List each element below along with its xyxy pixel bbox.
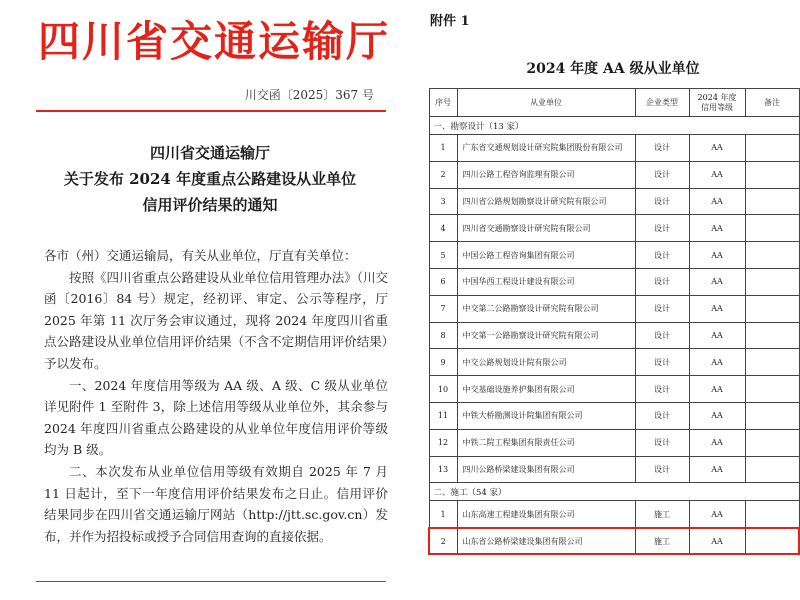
cell-type: 设计 [635,135,689,162]
attachment-page [400,0,800,600]
attachment-label: 附件 1 [430,14,470,29]
header-remark: 备注 [745,89,799,117]
cell-grade: AA [689,135,745,162]
cell-grade: AA [689,456,745,483]
cell-grade: AA [689,188,745,215]
header-grade [689,89,745,117]
cell-no: 6 [429,268,457,295]
table-row [429,429,799,456]
cell-unit: 广东省交通规划设计研究院集团股份有限公司 [457,135,635,162]
cell-type: 施工 [635,528,689,555]
cell-unit: 山东高速工程建设集团有限公司 [457,501,635,528]
section-title: 一、勘察设计（13 家） [429,117,799,135]
table-row [429,349,799,376]
cell-type: 设计 [635,161,689,188]
cell-grade: AA [689,429,745,456]
cell-unit: 四川公路桥梁建设集团有限公司 [457,456,635,483]
cell-type: 设计 [635,349,689,376]
cell-remark [745,215,799,242]
cell-remark [745,322,799,349]
table-row [429,322,799,349]
cell-remark [745,349,799,376]
cell-unit: 中交第一公路勘察设计研究院有限公司 [457,322,635,349]
credit-table [428,88,800,555]
cell-type: 设计 [635,215,689,242]
body-paragraph: 二、本次发布从业单位信用等级有效期自 2025 年 7 月 11 日起计，至下一年度信用评价结果发布之日止。信用评价结果同步在四川省交通运输厅网站（http://jtt.sc.gov.cn）发布，并作为招投标或授予合同信用查询的直接依据。 [44,463,388,544]
cell-remark [745,268,799,295]
cell-no: 7 [429,295,457,322]
agency-title: 四川省交通运输厅 [38,17,391,66]
table-row [429,161,799,188]
header-grade-line: 信用等级 [701,102,733,112]
salutation: 各市（州）交通运输局，有关从业单位，厅直有关单位： [44,248,357,263]
table-row [429,242,799,269]
cell-no: 4 [429,215,457,242]
cell-no: 2 [429,161,457,188]
table-row [429,528,799,555]
table-row [429,376,799,403]
cell-grade: AA [689,242,745,269]
cell-type: 设计 [635,295,689,322]
cell-type: 设计 [635,268,689,295]
cell-type: 设计 [635,188,689,215]
cell-type: 设计 [635,242,689,269]
table-row [429,295,799,322]
cell-unit: 中国公路工程咨询集团有限公司 [457,242,635,269]
header-type: 企业类型 [635,89,689,117]
cell-grade: AA [689,322,745,349]
section-title: 二、施工（54 家） [429,483,799,501]
cell-unit: 四川公路工程咨询监理有限公司 [457,161,635,188]
cell-remark [745,402,799,429]
cell-remark [745,135,799,162]
cell-no: 5 [429,242,457,269]
cell-remark [745,161,799,188]
cell-remark [745,295,799,322]
cell-unit: 山东省公路桥梁建设集团有限公司 [457,528,635,555]
cell-no: 9 [429,349,457,376]
cell-no: 1 [429,501,457,528]
notice-body [44,245,388,547]
header-no: 序号 [429,89,457,117]
body-paragraph: 按照《四川省重点公路建设从业单位信用管理办法》（川交函〔2016〕84 号）规定，经初评、审定、公示等程序，厅 2025 年第 11 次厅务会审议通过，现将 2024 年度四川省重点公路建设从业单位信用评价结果（不含不定期信用评价结果）予以发布。 [44,269,388,371]
header-grade-line: 2024 年度 [697,92,737,102]
cell-no: 3 [429,188,457,215]
cell-grade: AA [689,402,745,429]
cell-remark [745,429,799,456]
attachment-title: 2024 年度 AA 级从业单位 [526,61,700,77]
cell-remark [745,242,799,269]
cell-type: 设计 [635,322,689,349]
document-number: 川交函〔2025〕367 号 [244,88,374,102]
notice-title [40,140,380,218]
notice-title-line: 信用评价结果的通知 [142,196,278,214]
notice-title-line: 关于发布 2024 年度重点公路建设从业单位 [63,170,357,188]
cell-remark [745,188,799,215]
cell-grade: AA [689,349,745,376]
section-row [429,117,799,135]
table-row [429,402,799,429]
credit-table-wrapper [428,88,798,555]
cell-remark [745,376,799,403]
table-row [429,501,799,528]
bottom-divider [36,581,386,582]
table-row [429,268,799,295]
cell-unit: 中国华西工程设计建设有限公司 [457,268,635,295]
cell-no: 12 [429,429,457,456]
header-unit: 从业单位 [457,89,635,117]
cell-remark [745,528,799,555]
cell-no: 13 [429,456,457,483]
table-body [429,117,799,555]
cell-grade: AA [689,215,745,242]
cell-remark [745,456,799,483]
red-divider [36,110,386,112]
cell-no: 1 [429,135,457,162]
notice-title-line: 四川省交通运输厅 [149,144,270,162]
table-row [429,135,799,162]
cell-grade: AA [689,295,745,322]
cell-no: 8 [429,322,457,349]
table-row [429,188,799,215]
cell-unit: 四川省交通勘察设计研究院有限公司 [457,215,635,242]
table-row [429,456,799,483]
cell-unit: 中铁大桥勘测设计院集团有限公司 [457,402,635,429]
cell-type: 设计 [635,402,689,429]
cell-grade: AA [689,528,745,555]
cell-type: 设计 [635,376,689,403]
cell-unit: 四川省公路规划勘察设计研究院有限公司 [457,188,635,215]
cell-grade: AA [689,501,745,528]
cell-no: 10 [429,376,457,403]
section-row [429,483,799,501]
cell-grade: AA [689,268,745,295]
table-row [429,215,799,242]
cell-grade: AA [689,161,745,188]
body-paragraph: 一、2024 年度信用等级为 AA 级、A 级、C 级从业单位详见附件 1 至附件 3，除上述信用等级从业单位外，其余参与 2024 年度四川省重点公路建设的从业单位年度信用评价等级均为 B 级。 [44,377,388,458]
cell-no: 11 [429,402,457,429]
cell-type: 设计 [635,429,689,456]
cell-no: 2 [429,528,457,555]
cell-unit: 中交基础设施养护集团有限公司 [457,376,635,403]
cell-remark [745,501,799,528]
cell-unit: 中交公路规划设计院有限公司 [457,349,635,376]
cell-unit: 中交第二公路勘察设计研究院有限公司 [457,295,635,322]
cell-type: 设计 [635,456,689,483]
cell-type: 施工 [635,501,689,528]
cell-grade: AA [689,376,745,403]
cell-unit: 中铁二院工程集团有限责任公司 [457,429,635,456]
table-header-row [429,89,799,117]
